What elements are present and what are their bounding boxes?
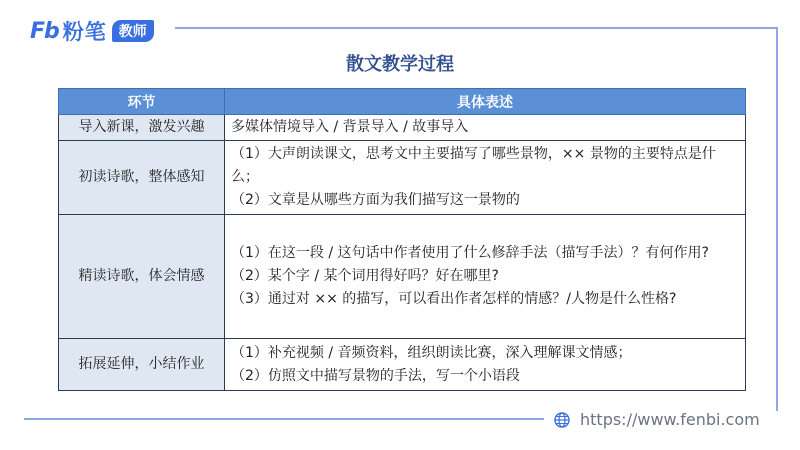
logo-mark: Fb — [30, 18, 59, 44]
table-row — [59, 115, 746, 141]
description-line: （3）通过对 ×× 的描写，可以看出作者怎样的情感？/人物是什么性格? — [231, 291, 677, 307]
column-header-stage: 环节 — [59, 89, 225, 115]
logo-name: 粉笔 — [62, 20, 107, 44]
table-row — [59, 141, 746, 215]
frame-right-line — [776, 27, 778, 411]
description-line: （2）某个字 / 某个词用得好吗？好在哪里? — [231, 268, 499, 284]
stage-cell: 精读诗歌，体会情感 — [59, 215, 225, 339]
description-line: （1）大声朗读课文，思考文中主要描写了哪些景物，×× 景物的主要特点是什么； — [231, 146, 716, 185]
description-cell — [225, 215, 746, 339]
process-table — [58, 88, 746, 391]
brand-logo — [30, 16, 154, 46]
logo-badge: 教师 — [112, 20, 154, 42]
description-line: （1）补充视频 / 音频资料，组织朗读比赛，深入理解课文情感； — [231, 344, 632, 361]
footer-url-text[interactable]: https://www.fenbi.com — [580, 410, 760, 429]
description-line: （2）仿照文中描写景物的手法，写一个小语段 — [231, 367, 520, 384]
description-cell — [225, 115, 746, 141]
frame-top-line — [175, 27, 777, 29]
column-header-description: 具体表述 — [225, 89, 746, 115]
description-line: （2）文章是从哪些方面为我们描写这一景物的 — [231, 192, 520, 208]
frame-bottom-line — [24, 418, 544, 420]
description-line: （1）在这一段 / 这句话中作者使用了什么修辞手法（描写手法）？有何作用? — [231, 245, 709, 261]
page-title: 散文教学过程 — [346, 54, 454, 75]
stage-cell: 拓展延伸，小结作业 — [59, 339, 225, 391]
footer-url[interactable] — [554, 410, 760, 429]
table-row — [59, 339, 746, 391]
description-cell — [225, 141, 746, 215]
table-row — [59, 215, 746, 339]
description-cell — [225, 339, 746, 391]
description-line: 多媒体情境导入 / 背景导入 / 故事导入 — [231, 119, 469, 135]
globe-icon — [554, 412, 570, 428]
stage-cell: 初读诗歌，整体感知 — [59, 141, 225, 215]
table-header-row — [59, 89, 746, 115]
stage-cell: 导入新课，激发兴趣 — [59, 115, 225, 141]
